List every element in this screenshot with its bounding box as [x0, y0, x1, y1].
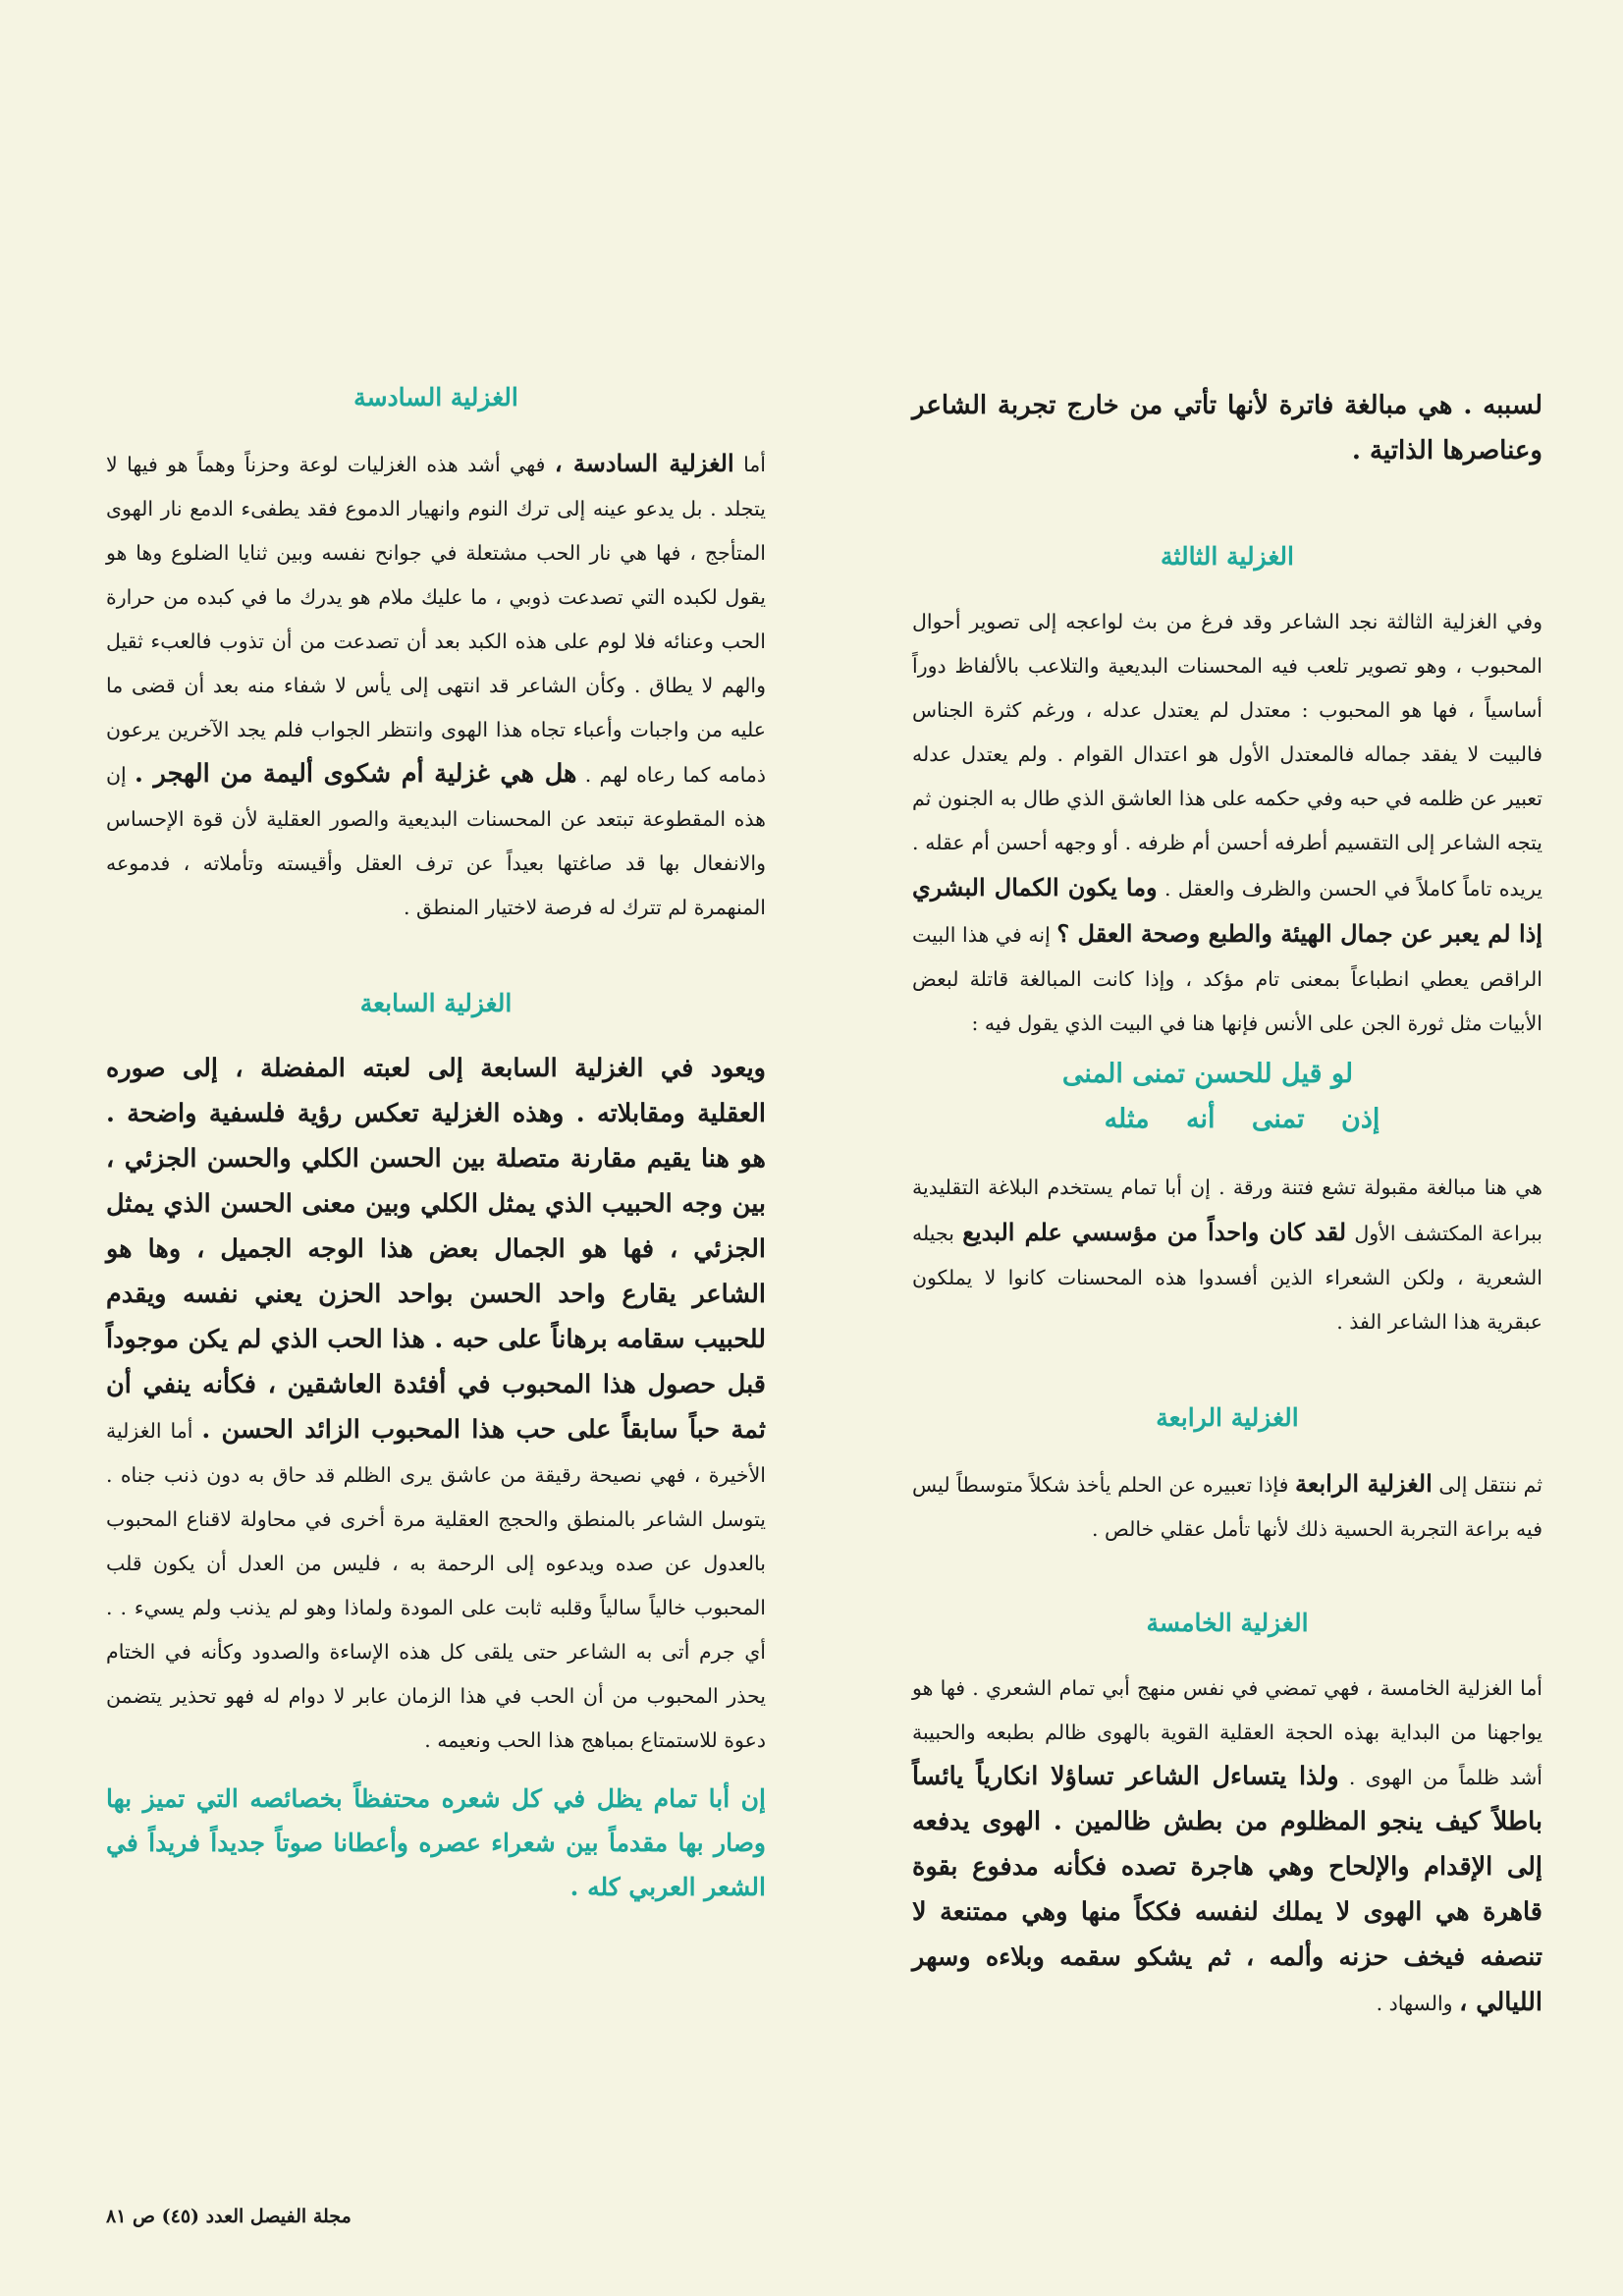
page-footer: مجلة الفيصل العدد (٤٥) ص ٨١ — [106, 2206, 352, 2227]
section-third-paragraph-2: هي هنا مبالغة مقبولة تشع فتنة ورقة . إن أبا تمام يستخدم البلاغة التقليدية ببراعة المكتشف الأول لقد كان واحداً من مؤسسي علم البديع بجيله الشعرية ، ولكن الشعراء الذين أفسدوا هذه المحسنات كانوا لا يملكون عبقرية هذا الشاعر الفذ . — [912, 1175, 1542, 1334]
section-heading-fifth: الغزلية الخامسة — [1146, 1609, 1309, 1637]
left-column — [106, 383, 766, 1952]
closing-paragraph: إن أبا تمام يظل في كل شعره محتفظاً بخصائصه التي تميز بها وصار بها مقدماً بين شعراء عصره وأعطانا صوتاً جديداً فريداً في الشعر العربي كله . — [106, 1784, 766, 1901]
bold-phrase: لقد كان واحداً من مؤسسي علم البديع — [962, 1218, 1347, 1246]
right-column — [912, 383, 1542, 2069]
bold-phrase: هل هي غزلية أم شكوى أليمة من الهجر . — [135, 759, 577, 789]
bold-phrase: الغزلية الرابعة — [1295, 1469, 1433, 1498]
bold-phrase: وما يكون الكمال البشري إذا لم يعبر عن جمال الهيئة والطبع وصحة العقل ؟ — [912, 873, 1542, 948]
intro-paragraph: لسببه . هي مبالغة فاترة لأنها تأتي من خارج تجربة الشاعر وعناصرها الذاتية . — [912, 391, 1542, 465]
poem-verse — [912, 1052, 1542, 1142]
bold-phrase: الغزلية السادسة ، — [554, 449, 734, 477]
bold-phrase: ولذا يتساءل الشاعر تساؤلا انكارياً يائساً باطلاً كيف ينجو المظلوم من بطش ظالمين . الهوى يدفعه إلى الإقدام والإلحاح وهي هاجرة تصده فكأنه مدفوع بقوة قاهرة هي الهوى لا يملك لنفسه فككاً منها وهي ممتنعة لا تنصفه فيخف حزنه وألمه ، ثم يشكو سقمه وبلاءه وسهر الليالي ، — [912, 1762, 1542, 2017]
section-heading-fourth: الغزلية الرابعة — [1156, 1403, 1299, 1432]
section-heading-sixth: الغزلية السادسة — [353, 383, 518, 411]
section-sixth-paragraph: أما الغزلية السادسة ، فهي أشد هذه الغزليات لوعة وحزناً وهماً هو فيها لا يتجلد . بل يدعو عينه إلى ترك النوم وانهيار الدموع فقد يطفىء الدمع نار الهوى المتأجج ، فها هي نار الحب مشتعلة في جوانح نفسه وبين ثنايا الضلوع وها هو يقول لكبده التي تصدعت ذوبي ، ما عليك ملام هو يدرك ما في كبده من حرارة الحب وعنائه فلا لوم على هذه الكبد بعد أن تصدعت من أن تذوب فالعبء ثقيل والهم لا يطاق . وكأن الشاعر قد انتهى إلى يأس لا شفاء منه بعد أن قضى ما عليه من واجبات وأعباء تجاه هذا الهوى وانتظر الجواب فلم يجد الآخرين يرعون ذمامه كما رعاه لهم . هل هي غزلية أم شكوى أليمة من الهجر . إن هذه المقطوعة تبتعد عن المحسنات البديعية والصور العقلية لأن قوة الإحساس والانفعال بها قد صاغتها بعيداً عن ترف العقل وأقيسته وتأملاته ، فدموعه المنهمرة لم تترك له فرصة لاختيار المنطق . — [106, 449, 766, 919]
section-heading-seventh: الغزلية السابعة — [359, 989, 513, 1017]
section-heading-third: الغزلية الثالثة — [1161, 542, 1294, 571]
section-third-paragraph: وفي الغزلية الثالثة نجد الشاعر وقد فرغ من بث لواعجه إلى تصوير أحوال المحبوب ، وهو تصوير تلعب فيه المحسنات البديعية والتلاعب بالألفاظ دوراً أساسياً ، فها هو المحبوب : معتدل لم يعتدل عدله ، ورغم كثرة الجناس فالبيت لا يفقد جماله فالمعتدل الأول هو اعتدال القوام . ولم يعتدل عدله تعبير عن ظلمه في حبه وفي حكمه على هذا العاشق الذي طال به الجنون ثم يتجه الشاعر إلى التقسيم أطرفه أحسن أم ظرفه . أو وجهه أحسن أم عقله . يريده تاماً كاملاً في الحسن والظرف والعقل . وما يكون الكمال البشري إذا لم يعبر عن جمال الهيئة والطبع وصحة العقل ؟ إنه في هذا البيت الراقص يعطي انطباعاً بمعنى تام مؤكد ، وإذا كانت المبالغة قاتلة لبعض الأبيات مثل ثورة الجن على الأنس فإنها هنا في البيت الذي يقول فيه : — [912, 610, 1542, 1035]
bold-phrase: ويعود في الغزلية السابعة إلى لعبته المفضلة ، إلى صوره العقلية ومقابلاته . وهذه الغزلية تعكس رؤية فلسفية واضحة . هو هنا يقيم مقارنة متصلة بين الحسن الكلي والحسن الجزئي ، بين وجه الحبيب الذي يمثل الكلي وبين معنى الحسن الذي يمثل الجزئي ، فها هو الجمال بعض هذا الوجه الجميل ، وها هو الشاعر يقارع واحد الحسن بواحد الحزن يعني نفسه ويقدم للحبيب سقامه برهاناً على حبه . هذا الحب الذي لم يكن موجوداً قبل حصول هذا المحبوب في أفئدة العاشقين ، فكأنه ينفي أن ثمة حباً سابقاً على حب هذا المحبوب الزائد الحسن . — [106, 1054, 766, 1445]
section-fifth-paragraph: أما الغزلية الخامسة ، فهي تمضي في نفس منهج أبي تمام الشعري . فها هو يواجهنا من البداية بهذه الحجة العقلية القوية بالهوى ظالم بطبعه والحبيبة أشد ظلماً من الهوى . ولذا يتساءل الشاعر تساؤلا انكارياً يائساً باطلاً كيف ينجو المظلوم من بطش ظالمين . الهوى يدفعه إلى الإقدام والإلحاح وهي هاجرة تصده فكأنه مدفوع بقوة قاهرة هي الهوى لا يملك لنفسه فككاً منها وهي ممتنعة لا تنصفه فيخف حزنه وألمه ، ثم يشكو سقمه وبلاءه وسهر الليالي ، والسهاد . — [912, 1676, 1542, 2017]
verse-line-2: إذن تمنى أنه مثله — [1104, 1104, 1380, 1134]
section-fourth-paragraph: ثم ننتقل إلى الغزلية الرابعة فإذا تعبيره عن الحلم يأخذ شكلاً متوسطاً ليس فيه براعة التجربة الحسية ذلك لأنها تأمل عقلي خالص . — [912, 1469, 1543, 1541]
verse-line-1: لو قيل للحسن تمنى المنى — [1061, 1059, 1354, 1089]
section-seventh-paragraph: ويعود في الغزلية السابعة إلى لعبته المفضلة ، إلى صوره العقلية ومقابلاته . وهذه الغزلية تعكس رؤية فلسفية واضحة . هو هنا يقيم مقارنة متصلة بين الحسن الكلي والحسن الجزئي ، بين وجه الحبيب الذي يمثل الكلي وبين معنى الحسن الذي يمثل الجزئي ، فها هو الجمال بعض هذا الوجه الجميل ، وها هو الشاعر يقارع واحد الحسن بواحد الحزن يعني نفسه ويقدم للحبيب سقامه برهاناً على حبه . هذا الحب الذي لم يكن موجوداً قبل حصول هذا المحبوب في أفئدة العاشقين ، فكأنه ينفي أن ثمة حباً سابقاً على حب هذا المحبوب الزائد الحسن . أما الغزلية الأخيرة ، فهي نصيحة رقيقة من عاشق يرى الظلم قد حاق به دون ذنب جناه . يتوسل الشاعر بالمنطق والحجج العقلية مرة أخرى في محاولة لاقناع المحبوب بالعدول عن صده ويدعوه إلى الرحمة به ، فليس من العدل أن يكون قلب المحبوب خالياً سالياً وقلبه ثابت على المودة ولماذا وهو لم يذنب ولم يسيء . . أي جرم أتى به الشاعر حتى يلقى كل هذه الإساءة والصدود وكأنه في الختام يحذر المحبوب من أن الحب في هذا الزمان عابر لا دوام له فهو تحذير يتضمن دعوة للاستمتاع بمباهج هذا الحب ونعيمه . — [106, 1054, 766, 1752]
